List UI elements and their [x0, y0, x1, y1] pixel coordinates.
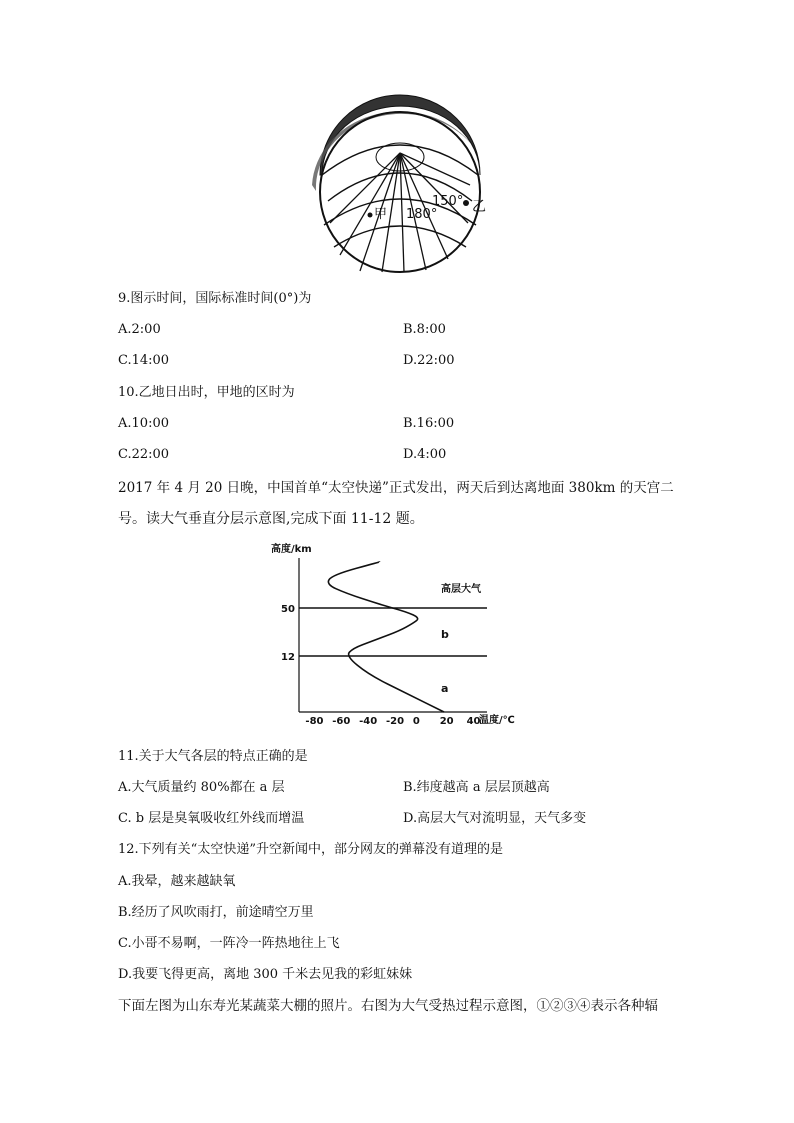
point-jia: [368, 213, 373, 218]
point-yi: [463, 200, 469, 206]
q12-option-a[interactable]: A.我晕，越来越缺氧: [118, 874, 236, 889]
q12-option-c[interactable]: C.小哥不易啊，一阵冷一阵热地往上飞: [118, 936, 340, 951]
layer-b-label: b: [441, 628, 449, 641]
question-12-stem: 12.下列有关“太空快递”升空新闻中，部分网友的弹幕没有道理的是: [118, 842, 503, 857]
question-11-stem: 11.关于大气各层的特点正确的是: [118, 749, 308, 764]
y-axis-title: 高度/km: [271, 544, 312, 555]
atmosphere-chart: [265, 540, 515, 730]
q10-option-a[interactable]: A.10:00: [118, 416, 169, 431]
q11-option-d[interactable]: D.高层大气对流明显，天气多变: [403, 811, 587, 826]
x-tick-label: -80: [305, 716, 324, 727]
footer-line: 下面左图为山东寿光某蔬菜大棚的照片。右图为大气受热过程示意图，①②③④表示各种辐: [118, 998, 658, 1014]
q11-option-c[interactable]: C. b 层是臭氧吸收红外线而增温: [118, 811, 305, 826]
layer-upper-label: 高层大气: [441, 584, 481, 595]
globe-figure: [300, 105, 500, 280]
q9-option-a[interactable]: A.2:00: [118, 322, 161, 337]
x-tick-label: 40: [466, 716, 481, 727]
y-tick-12: 12: [281, 652, 295, 663]
q9-option-d[interactable]: D.22:00: [403, 353, 455, 368]
label-150: 150°: [432, 194, 464, 209]
q10-option-d[interactable]: D.4:00: [403, 447, 447, 462]
x-tick-labels: [305, 716, 480, 727]
x-tick-label: 0: [412, 716, 420, 727]
question-10-stem: 10.乙地日出时，甲地的区时为: [118, 385, 295, 400]
question-9-stem: 9.图示时间，国际标准时间(0°)为: [118, 291, 312, 306]
night-band: [312, 111, 472, 191]
q11-option-b[interactable]: B.纬度越高 a 层层顶越高: [403, 780, 550, 795]
y-tick-50: 50: [281, 604, 295, 615]
passage-line-2: 号。读大气垂直分层示意图,完成下面 11-12 题。: [118, 511, 424, 527]
q10-option-b[interactable]: B.16:00: [403, 416, 455, 431]
x-axis-title: 温度/℃: [479, 715, 515, 726]
q10-option-c[interactable]: C.22:00: [118, 447, 170, 462]
q9-option-b[interactable]: B.8:00: [403, 322, 446, 337]
q12-option-d[interactable]: D.我要飞得更高，离地 300 千米去见我的彩虹妹妹: [118, 967, 413, 982]
label-180: 180°: [406, 207, 438, 222]
q9-option-c[interactable]: C.14:00: [118, 353, 170, 368]
x-tick-label: -40: [359, 716, 378, 727]
temperature-curve: [328, 562, 444, 712]
x-tick-label: 20: [439, 716, 454, 727]
label-yi: 乙: [472, 199, 486, 215]
passage-line-1: 2017 年 4 月 20 日晚，中国首单“太空快递”正式发出，两天后到达离地面 380km 的天宫二: [118, 480, 674, 496]
q12-option-b[interactable]: B.经历了风吹雨打，前途晴空万里: [118, 905, 314, 920]
label-jia: 甲: [374, 207, 388, 222]
layer-a-label: a: [441, 682, 449, 695]
x-tick-label: -60: [332, 716, 351, 727]
q11-option-a[interactable]: A.大气质量约 80%都在 a 层: [118, 780, 285, 795]
x-tick-label: -20: [386, 716, 405, 727]
